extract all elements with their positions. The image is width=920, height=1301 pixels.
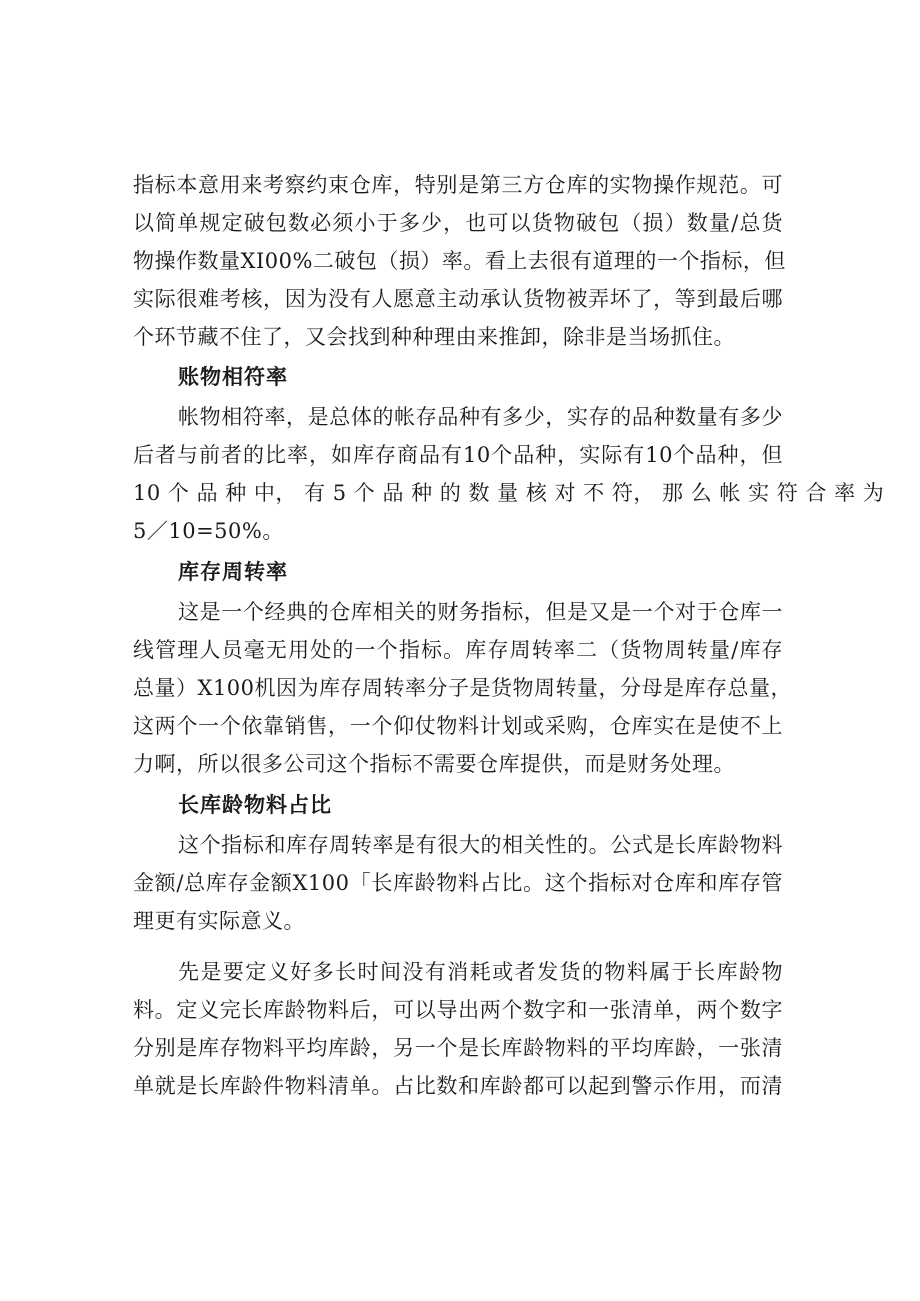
section3-line-1: 这个指标和库存周转率是有很大的相关性的。公式是长库龄物料 [178,833,783,857]
intro-line-2: 以简单规定破包数必须小于多少，也可以货物破包（损）数量/总货 [133,211,783,235]
section-heading-inventory-accuracy: 账物相符率 [178,365,288,389]
section1-line-2: 后者与前者的比率，如库存商品有10个品种，实际有10个品种，但 [133,443,783,467]
section2-line-2: 线管理人员毫无用处的一个指标。库存周转率二（货物周转量/库存 [133,638,783,662]
section3-line-3: 理更有实际意义。 [133,909,305,933]
section2-line-1: 这是一个经典的仓库相关的财务指标，但是又是一个对于仓库一 [178,600,783,624]
section1-line-1: 帐物相符率，是总体的帐存品种有多少，实存的品种数量有多少 [178,405,783,429]
section2-line-4: 这两个一个依靠销售，一个仰仗物料计划或采购，仓库实在是使不上 [133,714,783,738]
section2-line-5: 力啊，所以很多公司这个指标不需要仓库提供，而是财务处理。 [133,752,735,776]
section4-line-4: 单就是长库龄件物料清单。占比数和库龄都可以起到警示作用，而清 [133,1074,783,1098]
section4-line-3: 分别是库存物料平均库龄，另一个是长库龄物料的平均库龄，一张清 [133,1036,783,1060]
intro-line-4: 实际很难考核，因为没有人愿意主动承认货物被弄坏了，等到最后哪 [133,287,783,311]
section2-line-3: 总量）X100机因为库存周转率分子是货物周转量，分母是库存总量， [133,676,793,700]
section4-line-2: 料。定义完长库龄物料后，可以导出两个数字和一张清单，两个数字 [133,998,783,1022]
section-heading-inventory-turnover: 库存周转率 [178,560,288,584]
section1-line-4: 5／10=50%。 [133,519,284,543]
section3-line-2: 金额/总库存金额X100「长库龄物料占比。这个指标对仓库和库存管 [133,871,783,895]
intro-line-1: 指标本意用来考察约束仓库，特别是第三方仓库的实物操作规范。可 [133,173,783,197]
intro-line-3: 物操作数量XI00%二破包（损）率。看上去很有道理的一个指标，但 [133,249,786,273]
section-heading-aged-inventory-ratio: 长库龄物料占比 [178,793,332,817]
section1-line-3: 10 个 品 种 中， 有 5 个 品 种 的 数 量 核 对 不 符， 那 么 帐 实 符 合 率 为 [133,481,885,505]
section4-line-1: 先是要定义好多长时间没有消耗或者发货的物料属于长库龄物 [178,960,783,984]
intro-line-5: 个环节藏不住了，又会找到种种理由来推卸，除非是当场抓住。 [133,325,735,349]
